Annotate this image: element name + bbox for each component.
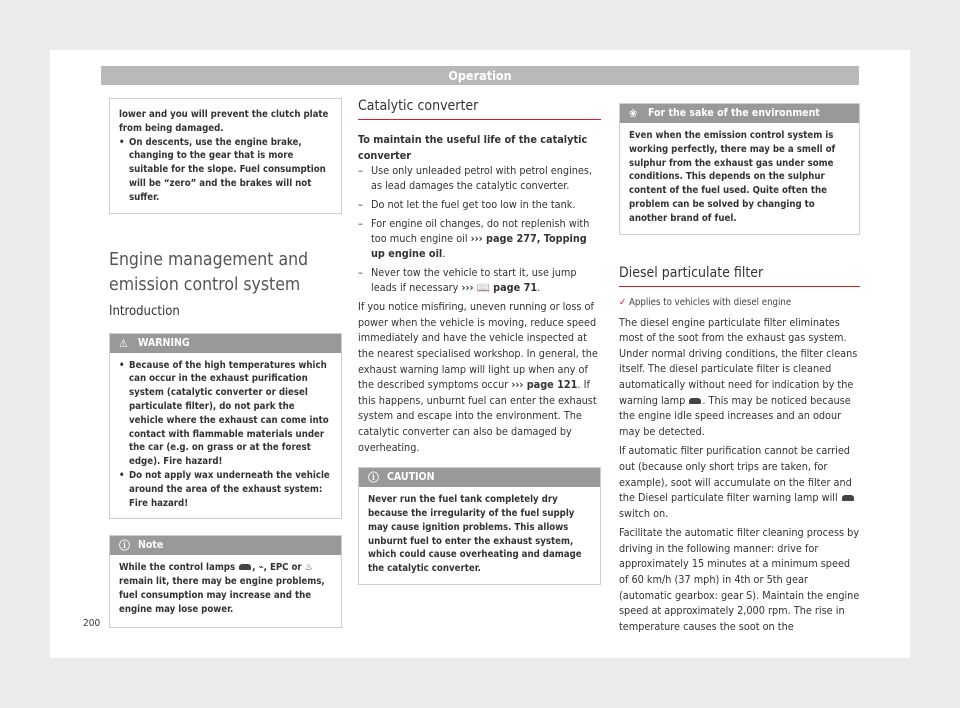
dash-item: – Do not let the fuel get too low in the tank. xyxy=(358,197,601,212)
section-header: Operation xyxy=(101,66,859,85)
column-right xyxy=(619,103,860,634)
manual-page xyxy=(50,50,910,658)
note-header xyxy=(110,536,341,555)
caution-title: CAUTION xyxy=(387,471,435,484)
engine-lamp-icon: ⌁ xyxy=(258,562,264,574)
warning-item: • Do not apply wax underneath the vehicle around the area of the exhaust system: Fire hazard! xyxy=(119,469,332,510)
environment-text: Even when the emission control system is working perfectly, there may be a smell of sulphur from the exhaust gas under some conditions. This depends on the sulphur content of the fuel used. Quite often the problem can be solved by changing to another brand of fuel. xyxy=(629,130,836,224)
caution-header xyxy=(359,468,600,487)
note-box xyxy=(109,535,342,627)
glow-plug-lamp-icon xyxy=(239,564,251,570)
misfiring-paragraph: If you notice misfiring, uneven running or loss of power when the vehicle is moving, reduce speed immediately and have the vehicle inspected at the nearest specialised workshop. In general, the exhaust warning lamp will light up when any of the described symptoms occur ››› page 121. If this happens, unburnt fuel can enter the exhaust system and escape into the environment. The catalytic converter can also be damaged by overheating. xyxy=(358,300,598,454)
info-icon: ⓘ xyxy=(119,539,130,553)
environment-title: For the sake of the environment xyxy=(648,107,820,119)
chapter-subheading: Introduction xyxy=(109,303,180,319)
warning-header xyxy=(110,334,341,353)
warning-title: WARNING xyxy=(138,336,190,349)
column-middle xyxy=(358,98,601,585)
tip-bullet: • On descents, use the engine brake, changing to the gear that is more suitable for the slope. Fuel consumption will be “zero” and the brakes will not suffer. xyxy=(119,136,332,205)
filter-paragraph-1: The diesel engine particulate filter eliminates most of the soot from the exhaust gas system. Under normal driving conditions, the filter cleans itself. The diesel particulate filter is cleaned automatically without need for indication by the warning lamp . This may be noticed because the engine idle speed increases and an odour may be detected. xyxy=(619,315,858,438)
warning-triangle-icon: ⚠ xyxy=(119,336,128,350)
dash-item: – Use only unleaded petrol with petrol engines, as lead damages the catalytic converter. xyxy=(358,163,601,193)
environment-header xyxy=(620,104,859,123)
page-ref-link[interactable]: page 71 xyxy=(493,281,538,295)
particulate-filter-lamp-icon xyxy=(689,398,701,404)
diesel-filter-title: Diesel particulate filter xyxy=(619,265,860,287)
catalytic-converter-title: Catalytic converter xyxy=(358,98,601,120)
check-icon: ✓ xyxy=(619,296,627,308)
environment-box xyxy=(619,103,860,235)
heater-lamp-icon: ♨ xyxy=(304,562,313,574)
applies-note: ✓ Applies to vehicles with diesel engine xyxy=(619,296,792,308)
caution-box xyxy=(358,467,601,585)
note-title: Note xyxy=(138,539,164,552)
page-number: 200 xyxy=(83,618,101,629)
book-icon: 📖 xyxy=(476,281,491,295)
catalytic-lead: To maintain the useful life of the catalytic converter xyxy=(358,133,588,162)
filter-paragraph-2: If automatic filter purification cannot be carried out (because only short trips are taken, for example), soot will accumulate on the filter and the Diesel particulate filter warning lamp will switch on. xyxy=(619,444,852,520)
continued-tip-box xyxy=(109,98,342,214)
warning-item: • Because of the high temperatures which can occur in the exhaust purification system (catalytic converter or diesel particulate filter), do not park the vehicle where the exhaust can come into contact with flammable materials under the car (e.g. on grass or at the forest edge). Fire hazard! xyxy=(119,359,332,469)
dash-item: – Never tow the vehicle to start it, use jump leads if necessary ››› 📖 page 71. xyxy=(358,265,601,295)
environment-icon: ❀ xyxy=(629,107,638,120)
page-ref-link[interactable]: ››› page 277, Topping up engine oil xyxy=(371,232,587,261)
page-ref-link[interactable]: ››› page 121 xyxy=(511,378,578,392)
note-text: While the control lamps , ⌁, EPC or ♨ remain lit, there may be engine problems, fuel consumption may increase and the engine may lose power. xyxy=(119,562,325,615)
column-left xyxy=(109,98,342,628)
filter-paragraph-3: Facilitate the automatic filter cleaning process by driving in the following manner: drive for approximately 15 minutes at a minimum speed of 60 km/h (37 mph) in 4th or 5th gear (automatic gearbox: gear S). Maintain the engine speed at approximately 2,000 rpm. The rise in temperature causes the soot on the xyxy=(619,526,860,633)
caution-text: Never run the fuel tank completely dry because the irregularity of the fuel supply may cause ignition problems. This allows unburnt fuel to enter the exhaust system, which could cause overheating and damage the catalytic converter. xyxy=(368,494,582,575)
tip-text-cont: lower and you will prevent the clutch plate from being damaged. xyxy=(119,109,329,134)
caution-icon: ⓘ xyxy=(368,471,379,485)
epc-lamp-label: EPC xyxy=(269,562,289,574)
warning-box xyxy=(109,333,342,520)
dash-item: – For engine oil changes, do not replenish with too much engine oil ››› page 277, Topping up engine oil. xyxy=(358,216,601,261)
chapter-heading: Engine management and emission control system xyxy=(109,249,309,295)
particulate-filter-lamp-icon xyxy=(842,495,854,501)
